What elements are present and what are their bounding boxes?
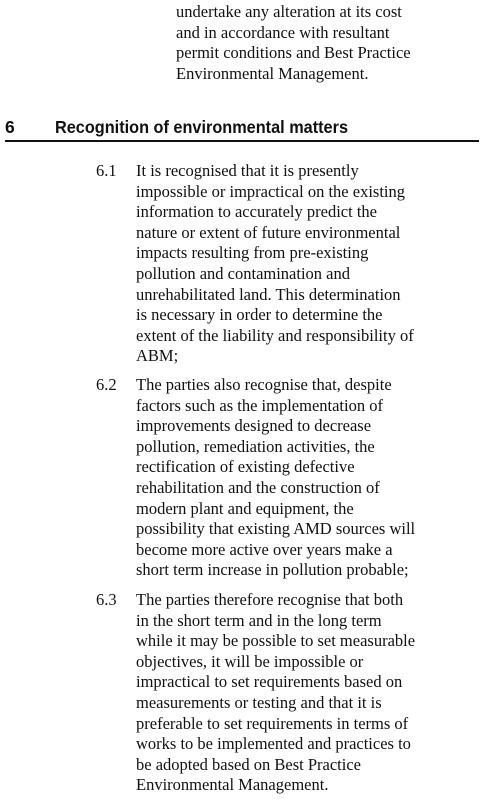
clause-line: information to accurately predict the <box>136 202 377 222</box>
section-heading <box>5 116 479 142</box>
clause-line: preferable to set requirements in terms of <box>136 713 409 733</box>
clause-line: impacts resulting from pre-existing <box>136 243 369 263</box>
paragraph-line: Environmental Management. <box>176 63 369 83</box>
clause-number: 6.2 <box>96 375 117 394</box>
paragraph-line: undertake any alteration at its cost <box>176 2 402 21</box>
clause-line: Environmental Management. <box>136 775 329 795</box>
clause-number: 6.3 <box>96 590 117 609</box>
clause-line: works to be implemented and practices to <box>136 734 411 754</box>
clause-line: rehabilitation and the construction of <box>136 477 380 497</box>
clause-line: impractical to set requirements based on <box>136 672 403 692</box>
clause-line: modern plant and equipment, the <box>136 498 354 518</box>
clause-number: 6.1 <box>96 161 117 180</box>
paragraph-line: permit conditions and Best Practice <box>176 43 411 63</box>
continued-paragraph <box>176 2 476 84</box>
clause-line: objectives, it will be impossible or <box>136 651 364 671</box>
section-number: 6 <box>5 117 15 137</box>
clause-line: in the short term and in the long term <box>136 610 382 630</box>
clause-line: while it may be possible to set measurable <box>136 631 416 651</box>
clause-line: measurements or testing and that it is <box>136 692 382 712</box>
clause-line: unrehabilitated land. This determination <box>136 284 401 304</box>
clause-line: ABM; <box>136 346 179 366</box>
clause-line: factors such as the implementation of <box>136 395 383 415</box>
clause-line: rectification of existing defective <box>136 457 355 477</box>
clause-line: nature or extent of future environmental <box>136 222 401 242</box>
clause-line: pollution, remediation activities, the <box>136 436 375 456</box>
clause-line: It is recognised that it is presently <box>136 161 359 180</box>
clause-text <box>136 375 476 581</box>
clause-line: improvements designed to decrease <box>136 416 372 436</box>
clause-line: impossible or impractical on the existing <box>136 181 405 201</box>
clause-line: extent of the liability and responsibility of <box>136 325 414 345</box>
clause-line: The parties also recognise that, despite <box>136 375 392 394</box>
clause-line: possibility that existing AMD sources will <box>136 519 416 539</box>
clause-line: pollution and contamination and <box>136 263 351 283</box>
clause-line: The parties therefore recognise that both <box>136 590 404 609</box>
clause-text <box>136 590 476 796</box>
clause-text <box>136 161 476 367</box>
clause-line: be adopted based on Best Practice <box>136 754 361 774</box>
section-title: Recognition of environmental matters <box>55 117 348 137</box>
clause-line: short term increase in pollution probable; <box>136 560 409 580</box>
clause-line: is necessary in order to determine the <box>136 305 383 325</box>
paragraph-line: and in accordance with resultant <box>176 22 390 42</box>
clause-line: become more active over years make a <box>136 539 393 559</box>
